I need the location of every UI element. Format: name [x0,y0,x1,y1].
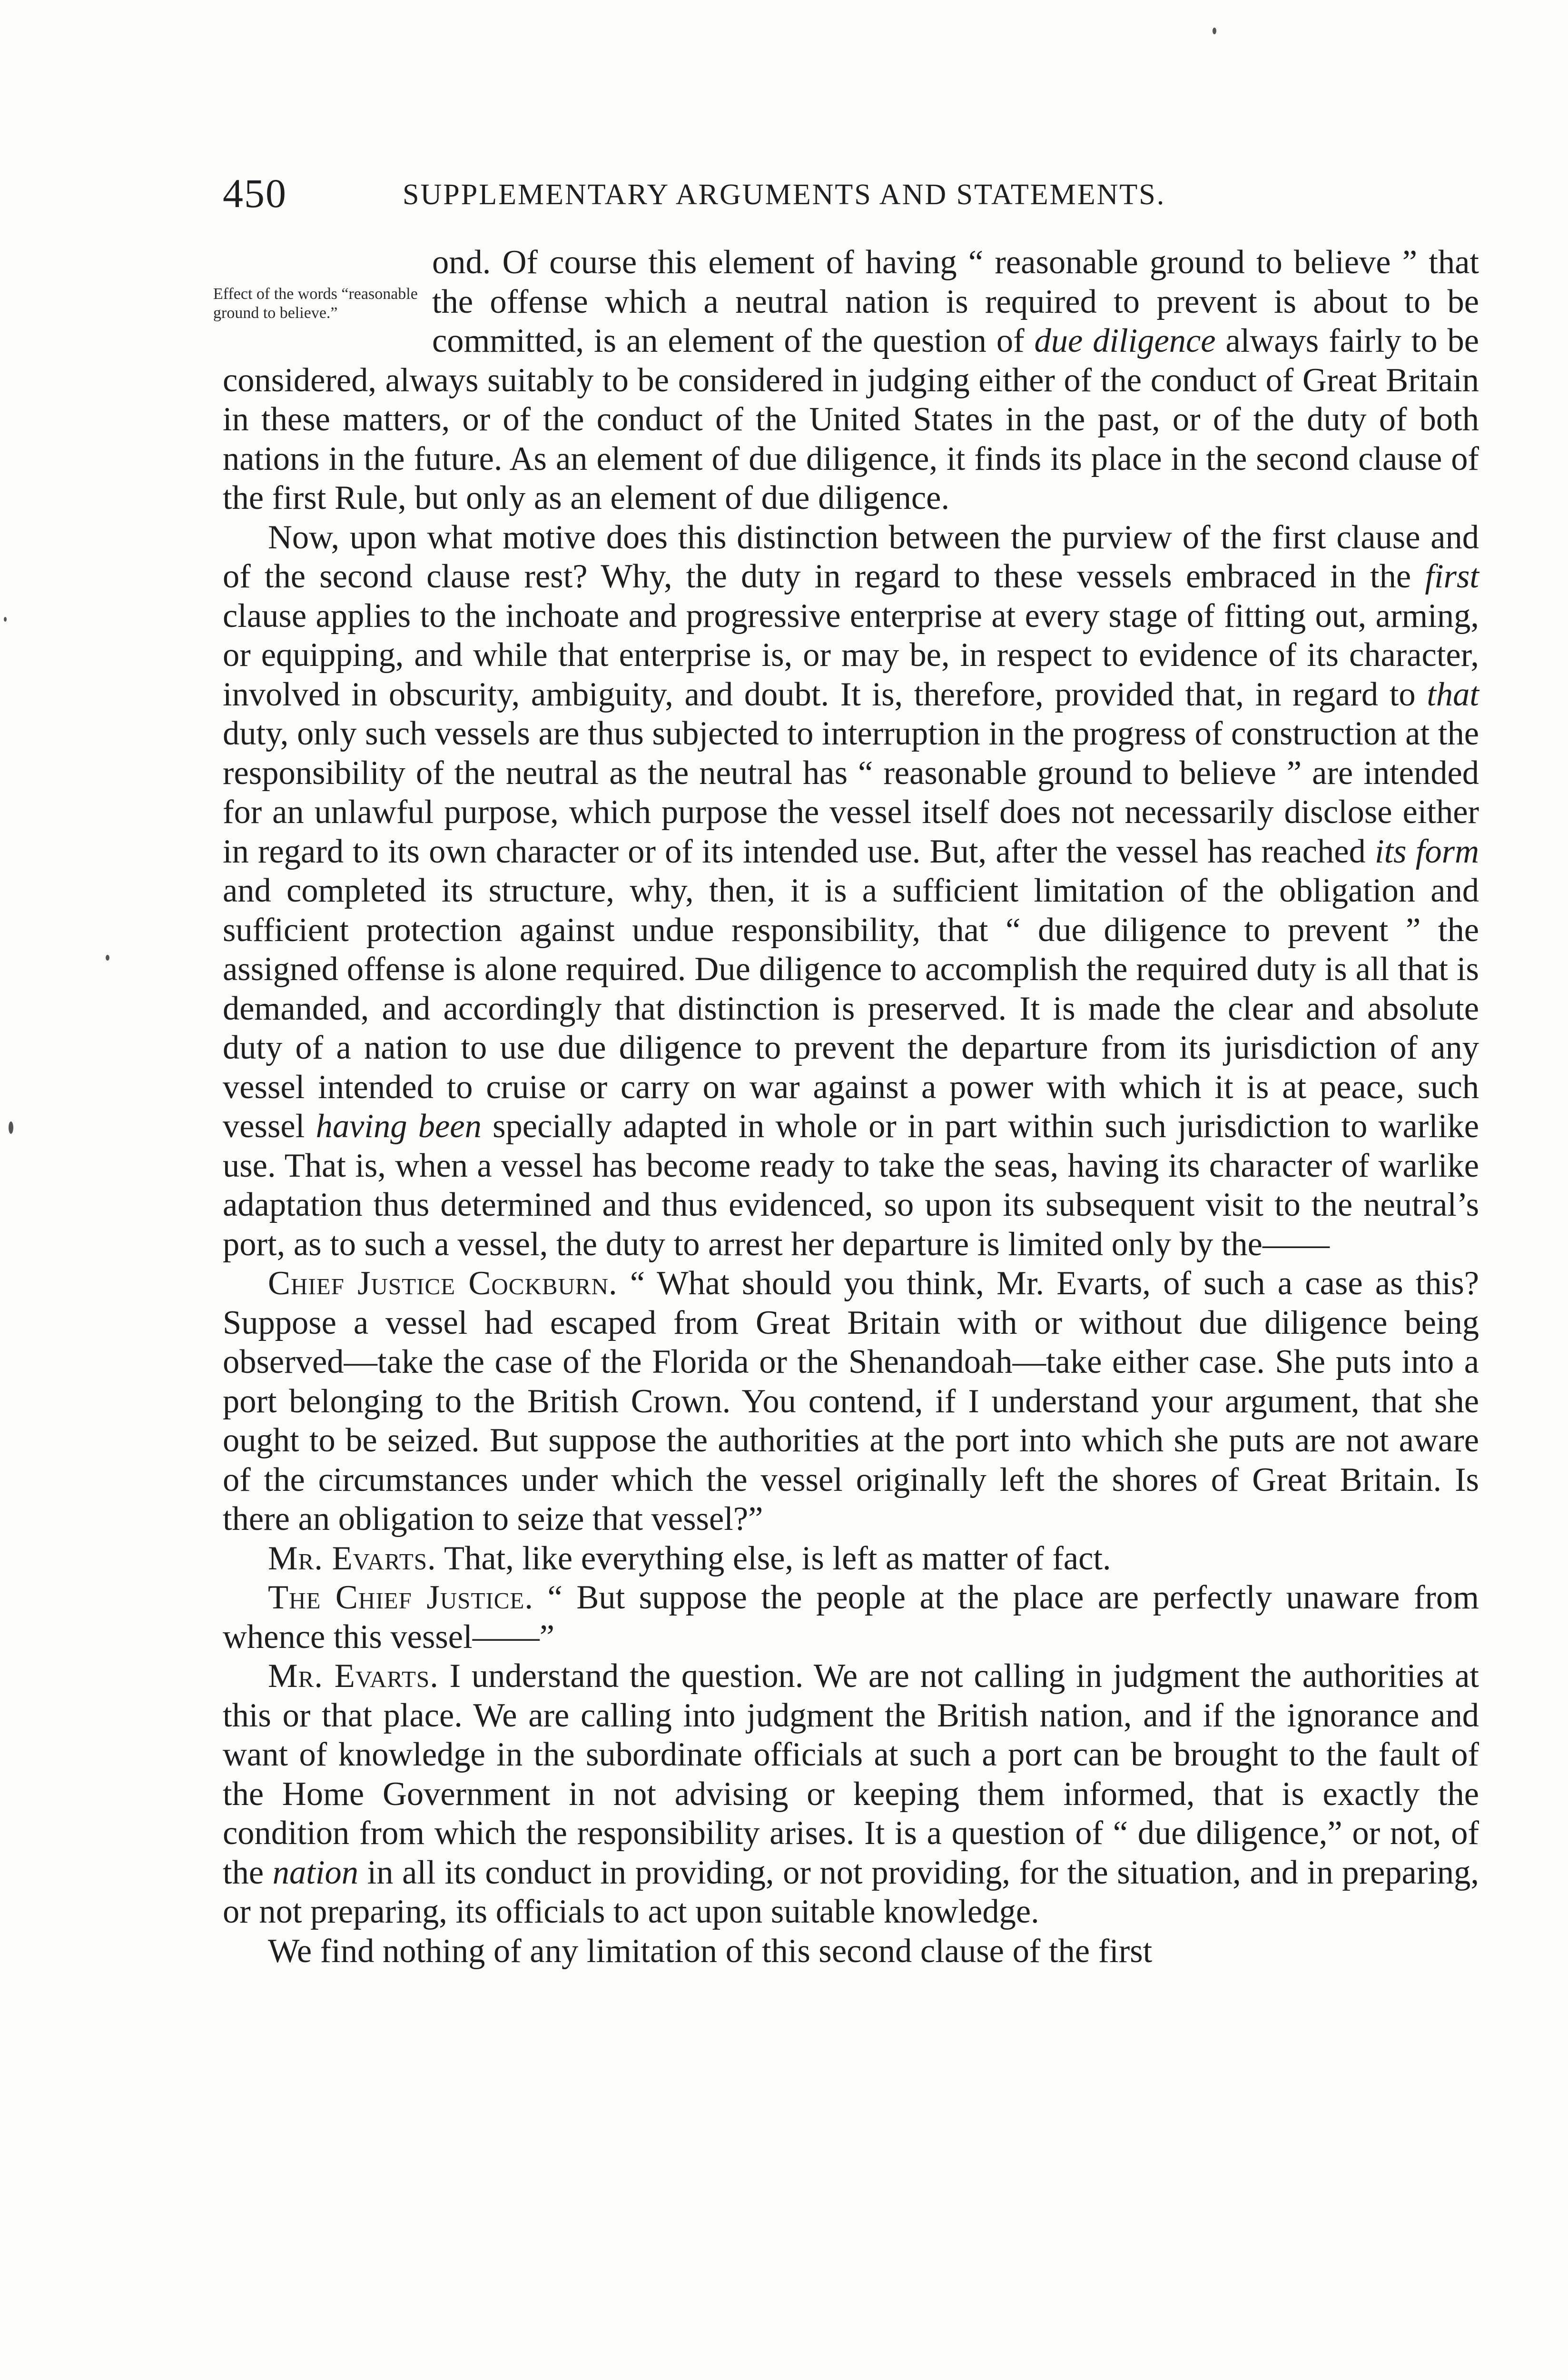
margin-note-gap [223,243,432,357]
paragraph-2-italic-that: that [1427,675,1479,713]
running-head: SUPPLEMENTARY ARGUMENTS AND STATEMENTS. [403,178,1166,211]
paragraph-6-text-b: in all its conduct in providing, or not providing, for the situation, and in preparing, or not preparing, its officials to act upon suitable knowledge. [223,1854,1479,1930]
margin-note: Effect of the words “reasonable ground to believe.” [213,285,418,322]
paragraph-7-text: We find nothing of any limitation of this second clause of the first [268,1932,1153,1970]
paragraph-5-text: “ But suppose the people at the place are perfectly unaware from whence this vessel——” [223,1579,1479,1656]
paragraph-2-text-b: clause applies to the inchoate and progressive enterprise at every stage of fitting out, arming, or equipping, and while that enterprise is, or may be, in respect to evidence of its character, involved in obscurity, ambiguity, and doubt. It is, therefore, provided that, in regard to [223,597,1479,713]
paragraph-6 [223,1656,1479,1932]
speaker-chief-justice-cockburn: Chief Justice Cockburn. [268,1265,618,1302]
page-header [223,169,1479,217]
speaker-the-chief-justice: The Chief Justice. [268,1579,533,1616]
paragraph-5 [223,1578,1479,1656]
body-text [223,243,1479,1971]
paragraph-2-text-a: Now, upon what motive does this distinction between the purview of the first clause and of the second clause rest? Why, the duty in regard to these vessels embraced in the [223,518,1479,595]
print-speck [4,617,7,622]
paragraph-1-text-b: always fairly to be considered, always suitably to be considered in judging either of the conduct of Great Britain in these matters, or of the conduct of the United States in the past, or of the duty of both nations in the future. As an element of due diligence, it finds its place in the second clause of the first Rule, but only as an element of due diligence. [223,322,1479,516]
speaker-mr-evarts: Mr. Evarts. [268,1539,436,1577]
paragraph-4 [223,1539,1479,1578]
print-speck [1213,28,1216,34]
paragraph-4-text: That, like everything else, is left as matter of fact. [436,1539,1111,1577]
paragraph-6-italic-nation: nation [272,1854,358,1891]
paragraph-1-text-a: ond. Of course this element of having “ reasonable ground to believe ” that the offense which a neutral nation is required to prevent is about to be committed, is an element of the question of [432,244,1479,359]
paragraph-2 [223,518,1479,1264]
paragraph-2-italic-having-been: having been [316,1108,482,1145]
paragraph-1-italic: due diligence [1034,322,1216,359]
paragraph-2-italic-its-form: its form [1375,833,1479,870]
page-number: 450 [223,170,287,216]
paragraph-2-text-c: duty, only such vessels are thus subjected to interruption in the progress of construction at the responsibility of the neutral as the neutral has “ reasonable ground to believe ” are intended for an unlawful purpose, which purpose the vessel itself does not necessarily disclose either in regard to its own character or of its intended use. But, after the vessel has reached [223,715,1479,870]
paragraph-2-text-d: and completed its structure, why, then, it is a sufficient limitation of the obligation and sufficient protection against undue responsibility, that “ due diligence to prevent ” the assigned offense is alone required. Due diligence to accomplish the required duty is all that is demanded, and accordingly that distinction is preserved. It is made the clear and absolute duty of a nation to use due diligence to prevent the departure from its jurisdiction of any vessel intended to cruise or carry on war against a power with which it is at peace, such vessel [223,872,1479,1145]
paragraph-3-text: “ What should you think, Mr. Evarts, of such a case as this? Suppose a vessel had escaped from Great Britain with or without due diligence being observed—take the case of the Florida or the Shenandoah—take either case. She puts into a port belonging to the British Crown. You contend, if I understand your argument, that she ought to be seized. But suppose the authorities at the port into which she puts are not aware of the circumstances under which the vessel originally left the shores of Great Britain. Is there an obligation to seize that vessel?” [223,1265,1479,1537]
paragraph-6-text-a: I understand the question. We are not calling in judgment the authorities at this or that place. We are calling into judgment the British nation, and if the ignorance and want of knowledge in the subordinate officials at such a port can be brought to the fault of the Home Government in not advising or keeping them informed, that is exactly the condition from which the responsibility arises. It is a question of “ due diligence,” or not, of the [223,1657,1479,1891]
speaker-mr-evarts-2: Mr. Evarts. [268,1657,439,1695]
paragraph-7 [223,1932,1479,1971]
print-speck [106,955,109,961]
print-speck [9,1121,13,1134]
paragraph-3 [223,1264,1479,1539]
paragraph-2-text-e: specially adapted in whole or in part within such jurisdiction to warlike use. That is, when a vessel has become ready to take the seas, having its character of warlike adaptation thus determined and thus evidenced, so upon its subsequent visit to the neutral’s port, as to such a vessel, the duty to arrest her departure is limited only by the—— [223,1108,1479,1263]
paragraph-2-italic-first: first [1425,558,1479,595]
